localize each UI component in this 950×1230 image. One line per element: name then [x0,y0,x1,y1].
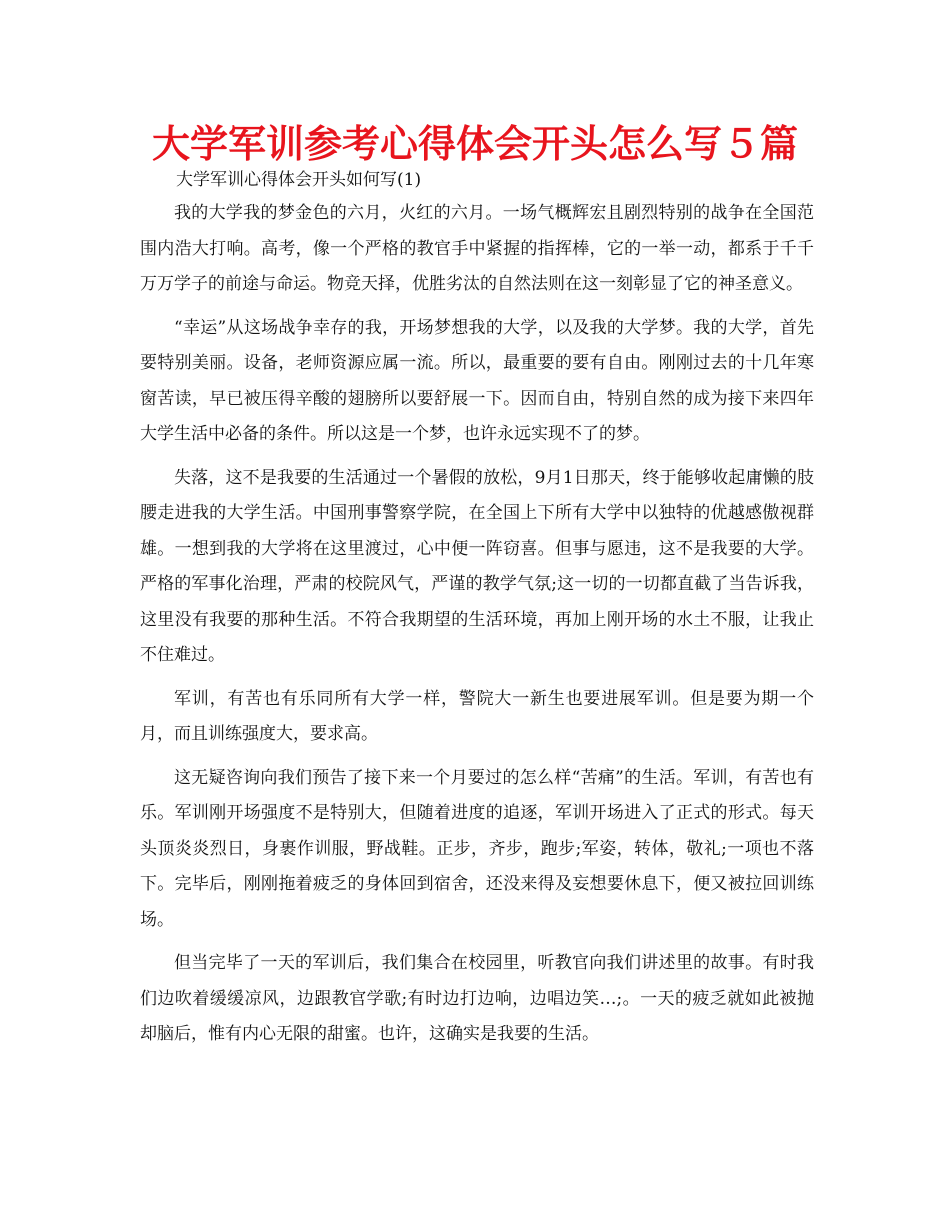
paragraph-4: 军训，有苦也有乐同所有大学一样，警院大一新生也要进展军训。但是要为期一个月，而且训练强度大，要求高。 [140,688,814,744]
paragraph-1: 我的大学我的梦金色的六月，火红的六月。一场气概辉宏且剧烈特别的战争在全国范围内浩大打响。高考，像一个严格的教官手中紧握的指挥棒，它的一举一动，都系于千千万万学子的前途与命运。物竞天择，优胜劣汰的自然法则在这一刻彰显了它的神圣意义。 [140,203,814,294]
section-subtitle: 大学军训心得体会开头如何写(1) [176,170,422,190]
paragraph-3: 失落，这不是我要的生活通过一个暑假的放松，9月1日那天，终于能够收起庸懒的肢腰走进我的大学生活。中国刑事警察学院，在全国上下所有大学中以独特的优越感傲视群雄。一想到我的大学将在这里渡过，心中便一阵窃喜。但事与愿违，这不是我要的大学。严格的军事化治理，严肃的校院风气，严谨的教学气氛;这一切的一切都直截了当告诉我，这里没有我要的那种生活。不符合我期望的生活环境，再加上刚开场的水土不服，让我止不住难过。 [140,467,814,665]
document-body [140,196,814,1061]
paragraph-5: 这无疑咨询向我们预告了接下来一个月要过的怎么样“苦痛”的生活。军训，有苦也有乐。军训刚开场强度不是特别大，但随着进度的追逐，军训开场进入了正式的形式。每天头顶炎炎烈日，身裹作训服，野战鞋。正步，齐步，跑步;军姿，转体，敬礼;一项也不落下。完毕后，刚刚拖着疲乏的身体回到宿舍，还没来得及妄想要休息下，便又被拉回训练场。 [140,767,814,930]
document-title: 大学军训参考心得体会开头怎么写５篇 [151,122,798,166]
paragraph-6: 但当完毕了一天的军训后，我们集合在校园里，听教官向我们讲述里的故事。有时我们边吹着缓缓凉风，边跟教官学歌;有时边打边响，边唱边笑…;。一天的疲乏就如此被抛却脑后，惟有内心无限的甜蜜。也许，这确实是我要的生活。 [140,953,814,1044]
paragraph-2: “幸运”从这场战争幸存的我，开场梦想我的大学，以及我的大学梦。我的大学，首先要特别美丽。设备，老师资源应属一流。所以，最重要的要有自由。刚刚过去的十几年寒窗苦读，早已被压得辛酸的翅膀所以要舒展一下。因而自由，特别自然的成为接下来四年大学生活中必备的条件。所以这是一个梦，也许永远实现不了的梦。 [140,317,814,444]
